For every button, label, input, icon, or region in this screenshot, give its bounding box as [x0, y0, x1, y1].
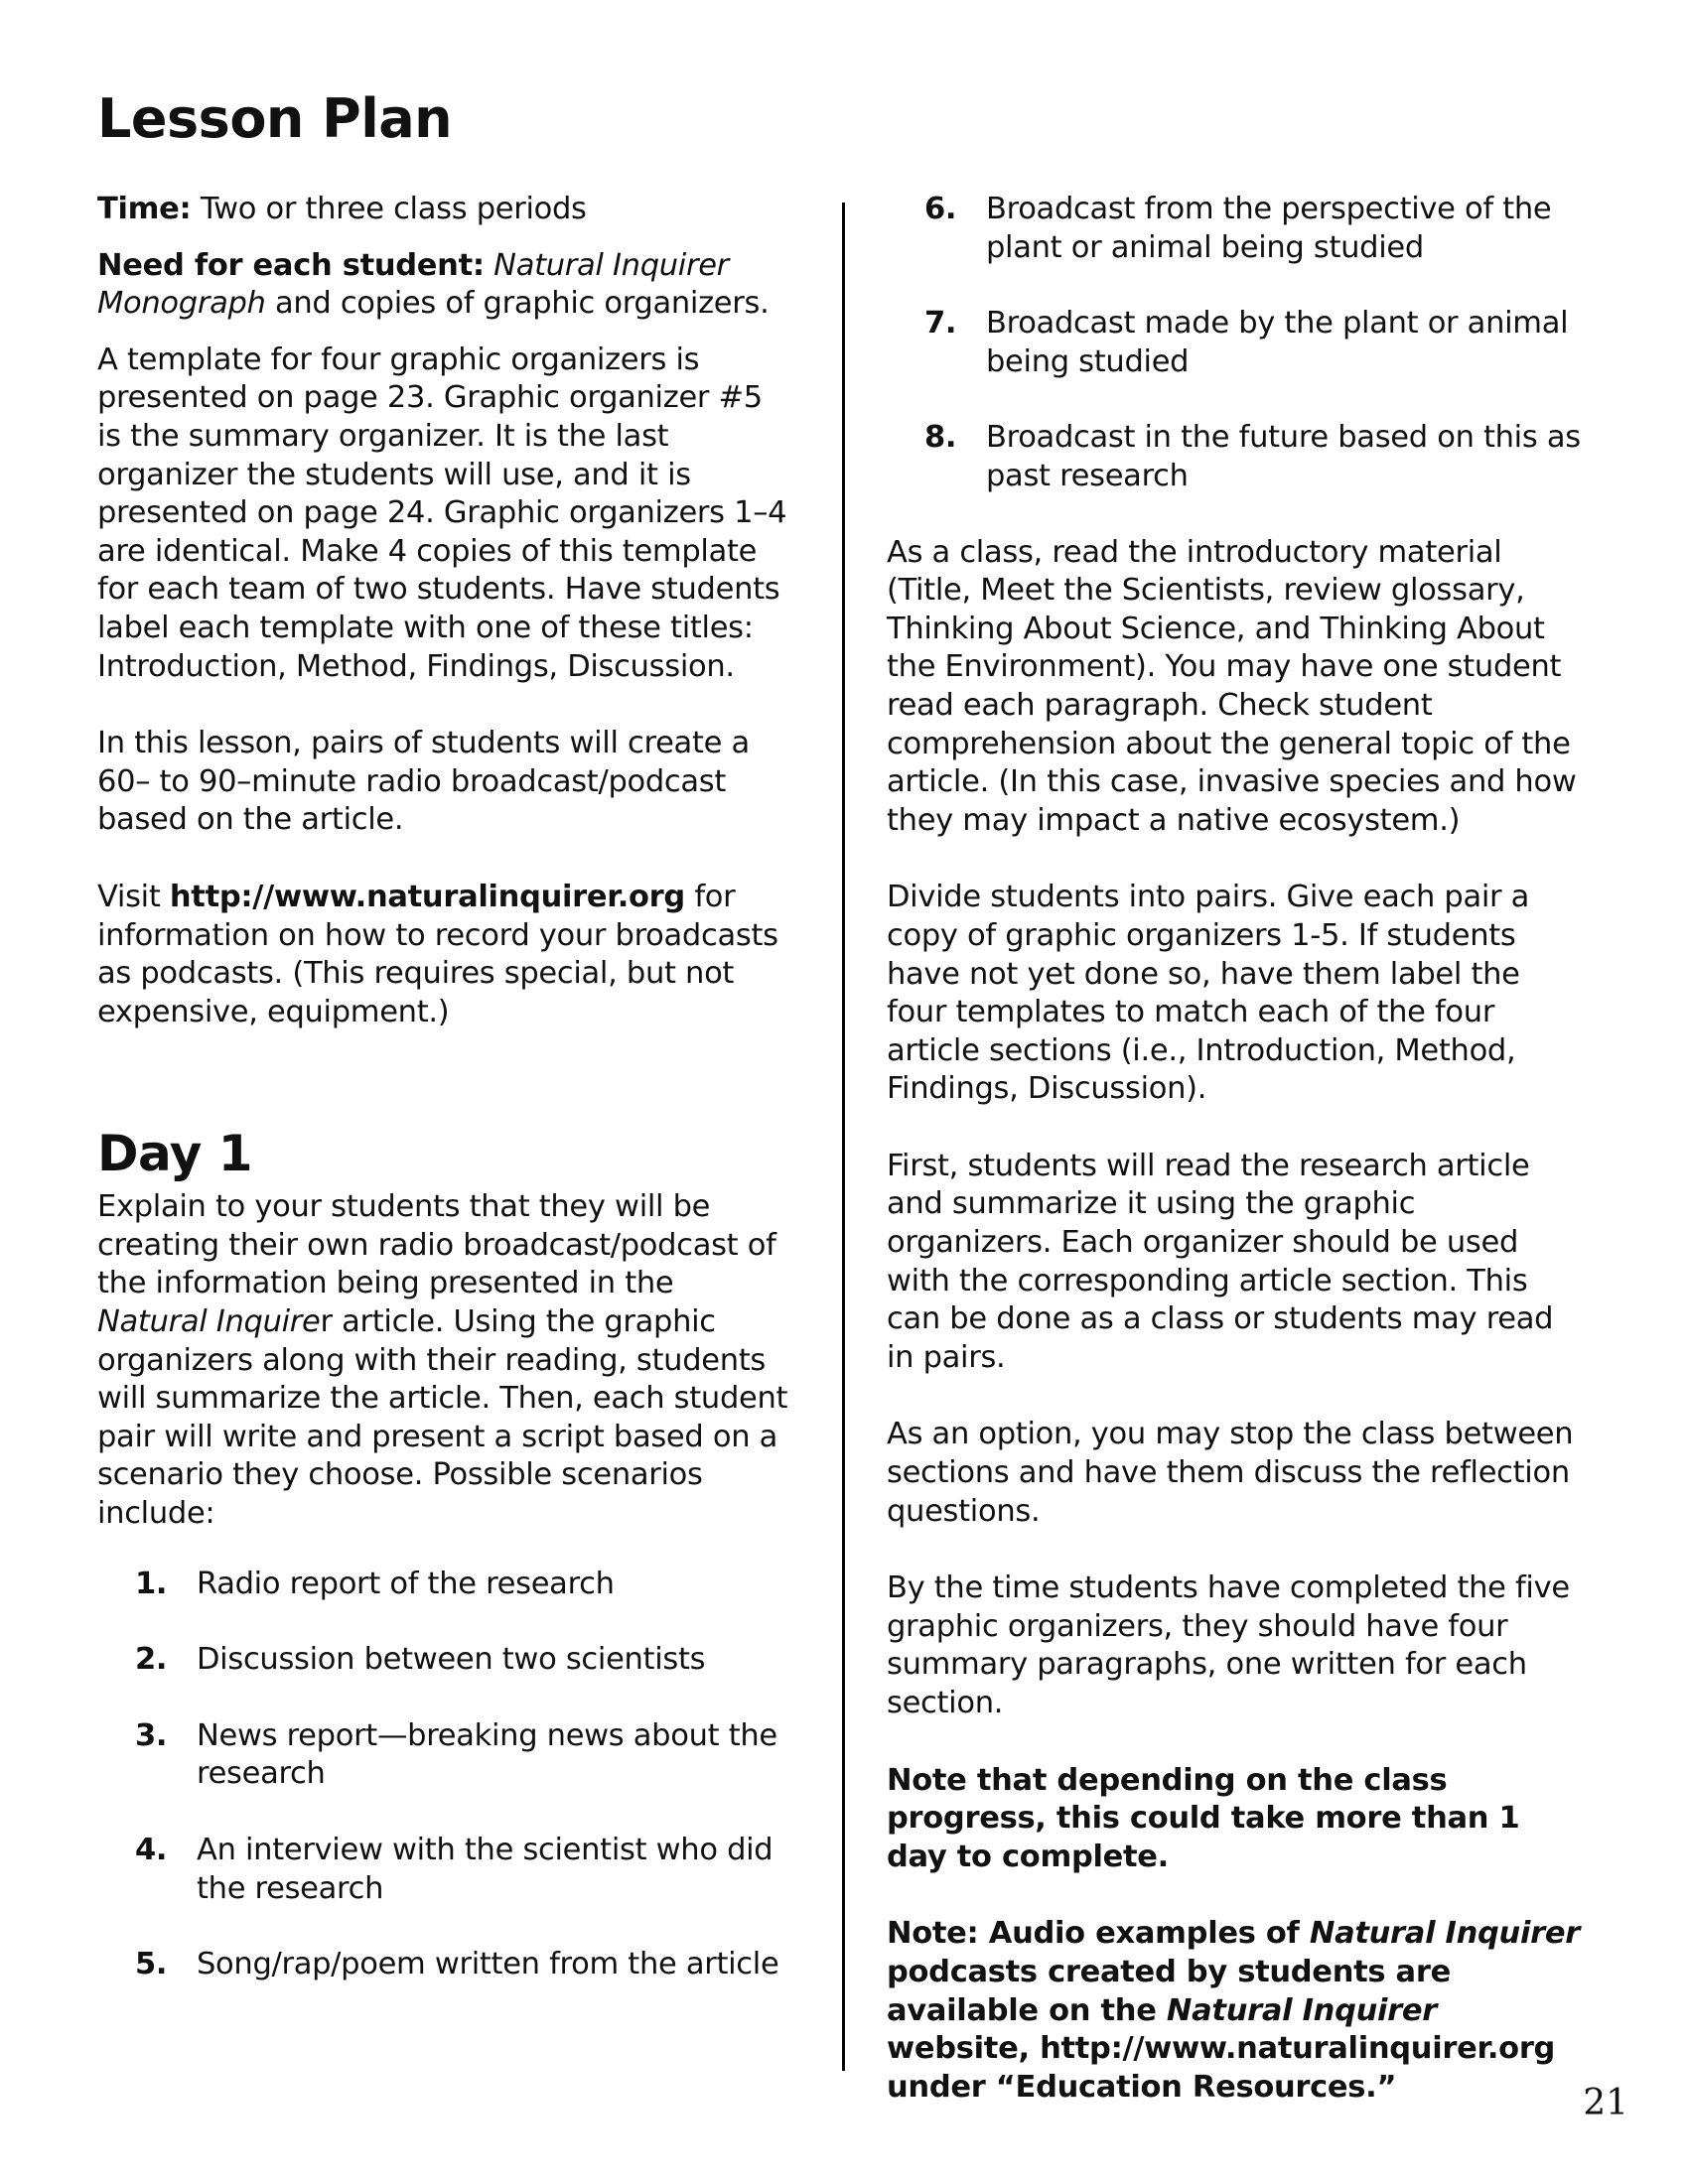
scenario-list-left [97, 1566, 792, 1984]
visit-paragraph [97, 879, 792, 1031]
left-column [97, 191, 792, 2022]
time-line [97, 191, 792, 229]
list-item [97, 1566, 792, 1604]
list-item [887, 305, 1582, 381]
list-number: 5. [135, 1947, 168, 1982]
list-item [97, 1946, 792, 1984]
need-label: Need for each student: [97, 247, 485, 283]
list-item [97, 1717, 792, 1794]
scenario-list-right [887, 191, 1582, 496]
time-paragraph: By the time students have completed the five graphic organizers, they should have four summary paragraphs, one written for each section. [887, 1570, 1570, 1720]
list-number: 3. [135, 1717, 168, 1753]
list-number: 4. [135, 1833, 168, 1867]
time-value: Two or three class periods [191, 192, 587, 226]
list-number: 2. [135, 1642, 168, 1678]
list-text: Song/rap/poem written from the article [197, 1947, 779, 1982]
list-item [97, 1832, 792, 1908]
list-number: 6. [924, 192, 957, 226]
page-number: 21 [1583, 2083, 1628, 2123]
need-italic: Natural Inquirer Monograph [97, 247, 729, 322]
right-column [887, 191, 1582, 2145]
list-text: Radio report of the research [197, 1566, 615, 1601]
need-line [97, 247, 792, 324]
list-text: Broadcast in the future based on this as past research [986, 420, 1581, 493]
visit-pre: Visit [97, 879, 170, 914]
audio-note-pre: Note: Audio examples of [887, 1916, 1310, 1952]
day-italic: Natural Inquire [97, 1304, 321, 1340]
audio-note-italic-1: Natural Inquirer [1309, 1916, 1580, 1952]
visit-url: http://www.naturalinquirer.org [169, 879, 685, 914]
list-number: 8. [924, 420, 957, 456]
divide-paragraph: Divide students into pairs. Give each pair a copy of graphic organizers 1-5. If students have not yet done so, have them label the four templates to match each of the four article sections (i.e., Introduction, Method, Findings, Discussion). [887, 880, 1530, 1107]
list-item [97, 1641, 792, 1680]
list-text: Discussion between two scientists [197, 1642, 706, 1678]
first-paragraph: First, students will read the research article and summarize it using the graphic organizers. Each organizer should be used with the corresponding article section. This can be done as a class or students may read in pairs. [887, 1148, 1554, 1375]
day-pre: Explain to your students that they will be creating their own radio broadcast/podcast of the information being presented in the [97, 1189, 776, 1301]
list-item [887, 191, 1582, 267]
progress-note: Note that depending on the class progress, this could take more than 1 day to complete. [887, 1762, 1520, 1874]
day-paragraph [97, 1188, 792, 1533]
audio-note-post: website, http://www.naturalinquirer.org under “Education Resources.” [887, 2031, 1556, 2105]
day-heading: Day 1 [97, 1125, 252, 1183]
visit-post: for information on how to record your broadcasts as podcasts. (This requires special, but not expensive, equipment.) [97, 879, 778, 1029]
audio-note [887, 1915, 1582, 2107]
need-rest: and copies of graphic organizers. [265, 286, 770, 322]
page-title: Lesson Plan [97, 87, 453, 150]
list-text: Broadcast made by the plant or animal being studied [986, 306, 1569, 379]
audio-note-mid: podcasts created by students are available on the [887, 1954, 1451, 2028]
audio-note-italic-2: Natural Inquirer [1166, 1992, 1438, 2028]
time-label: Time: [97, 192, 192, 226]
class-paragraph: As a class, read the introductory material (Title, Meet the Scientists, review glossary, Thinking About Science, and Thinking About the Environment). You may have one student read each paragraph. Check student comprehension about the general topic of the article. (In this case, invasive species and how they may impact a native ecosystem.) [887, 534, 1577, 838]
list-item [887, 419, 1582, 495]
list-text: An interview with the scientist who did the research [197, 1833, 774, 1906]
template-paragraph: A template for four graphic organizers is presented on page 23. Graphic organizer #5 is the summary organizer. It is the last organizer the students will use, and it is presented on page 24. Graphic organizers 1–4 are identical. Make 4 copies of this template for each team of two students. Have students label each template with one of these titles: Introduction, Method, Findings, Discussion. [97, 341, 787, 684]
list-text: News report—breaking news about the research [197, 1717, 777, 1792]
day-post: r article. Using the graphic organizers along with their reading, students will summarize the article. Then, each student pair will write and present a script based on a scenario they choose. Possible scenarios include: [97, 1304, 788, 1532]
lesson-paragraph: In this lesson, pairs of students will create a 60– to 90–minute radio broadcast/podcast based on the article. [97, 726, 750, 838]
option-paragraph: As an option, you may stop the class between sections and have them discuss the reflection questions. [887, 1417, 1574, 1529]
list-number: 1. [135, 1566, 168, 1601]
list-number: 7. [924, 306, 957, 341]
list-text: Broadcast from the perspective of the plant or animal being studied [986, 192, 1552, 265]
column-divider [842, 203, 845, 2071]
